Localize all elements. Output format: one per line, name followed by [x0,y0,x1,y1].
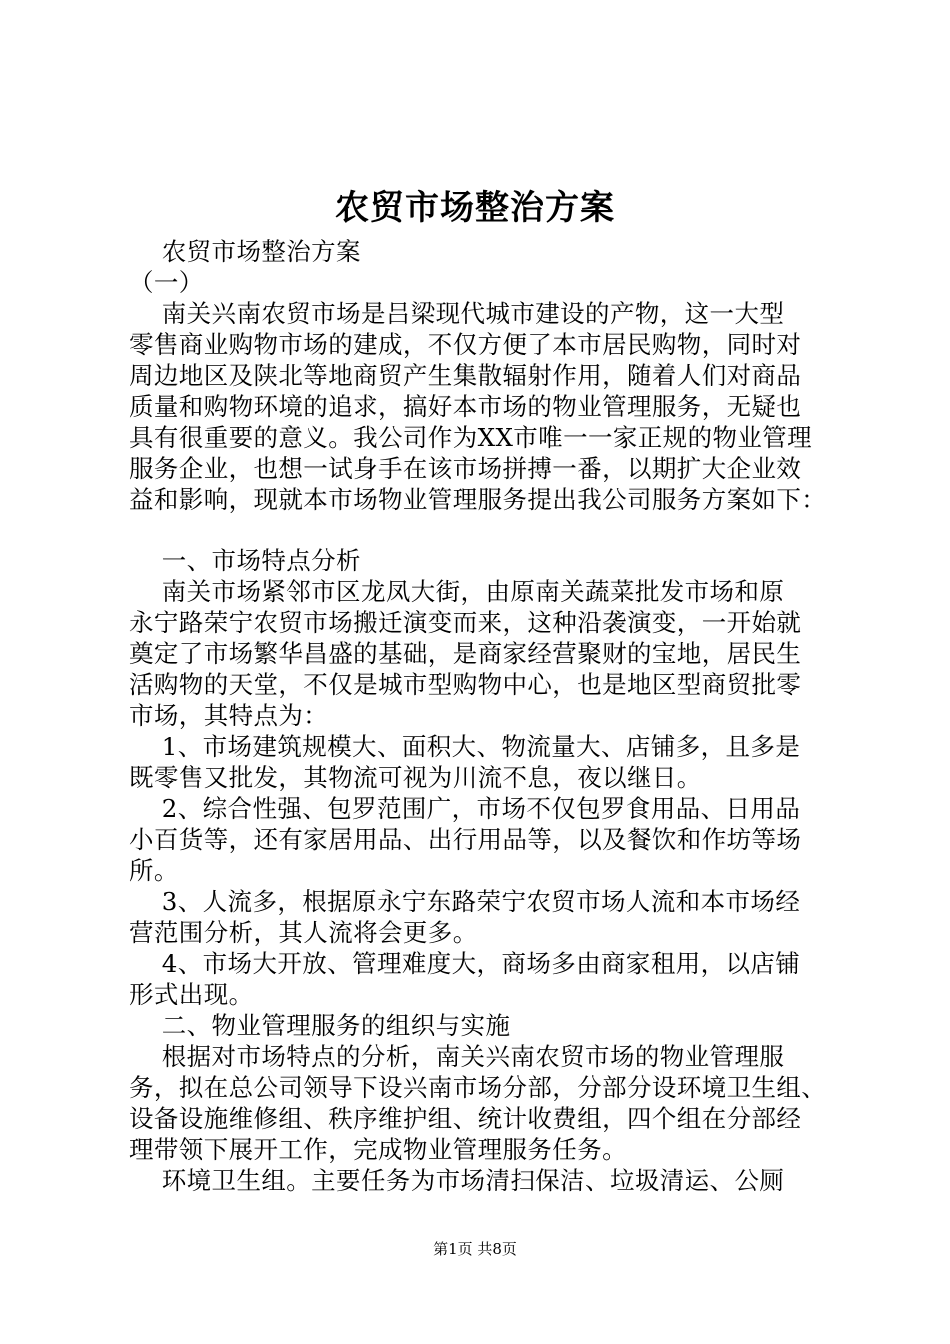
paragraph-gap [129,515,831,545]
text-line: 3、人流多，根据原永宁东路荣宁农贸市场人流和本市场经 [129,887,801,916]
text-line: 根据对市场特点的分析，南关兴南农贸市场的物业管理服 [129,1042,785,1071]
text-line: 既零售又批发，其物流可视为川流不息，夜以继日。 [129,763,702,792]
text-line: 永宁路荣宁农贸市场搬迁演变而来，这种沿袭演变，一开始就 [129,608,802,637]
text-line: 质量和购物环境的追求，搞好本市场的物业管理服务，无疑也 [129,392,802,421]
page-footer: 第1页 共8页 [433,1240,517,1258]
text-line: 农贸市场整治方案 [129,237,361,266]
text-line: 具有很重要的意义。我公司作为XX市唯一一家正规的物业管理 [129,423,813,452]
text-line: （一） [129,268,204,297]
text-line: 小百货等，还有家居用品、出行用品等，以及餐饮和作坊等场 [129,825,802,854]
text-line: 2、综合性强、包罗范围广，市场不仅包罗食用品、日用品 [129,794,801,823]
text-line: 营范围分析，其人流将会更多。 [129,918,478,947]
text-line: 环境卫生组。主要任务为市场清扫保洁、垃圾清运、公厕 [129,1166,785,1195]
text-line: 零售商业购物市场的建成，不仅方便了本市居民购物，同时对 [129,330,802,359]
text-line: 周边地区及陕北等地商贸产生集散辐射作用，随着人们对商品 [129,361,802,390]
text-line: 所。 [129,856,179,885]
text-line: 4、市场大开放、管理难度大，商场多由商家租用，以店铺 [129,949,801,978]
text-line: 益和影响，现就本市场物业管理服务提出我公司服务方案如下： [129,485,827,514]
text-line: 奠定了市场繁华昌盛的基础，是商家经营聚财的宝地，居民生 [129,639,802,668]
text-line: 南关市场紧邻市区龙凤大街，由原南关蔬菜批发市场和原 [129,577,785,606]
text-line: 理带领下展开工作，完成物业管理服务任务。 [129,1135,627,1164]
text-line: 服务企业，也想一试身手在该市场拼搏一番，以期扩大企业效 [129,454,802,483]
text-line: 市场，其特点为： [129,701,329,730]
document-body [129,236,831,1196]
text-line: 活购物的天堂，不仅是城市型购物中心，也是地区型商贸批零 [129,670,802,699]
text-line: 一、市场特点分析 [129,546,361,575]
document-title: 农贸市场整治方案 [335,188,615,228]
text-line: 务，拟在总公司领导下设兴南市场分部，分部分设环境卫生组、 [129,1073,827,1102]
text-line: 二、物业管理服务的组织与实施 [129,1011,511,1040]
text-line: 1、市场建筑规模大、面积大、物流量大、店铺多，且多是 [129,732,801,761]
text-line: 设备设施维修组、秩序维护组、统计收费组，四个组在分部经 [129,1104,802,1133]
text-line: 形式出现。 [129,980,254,1009]
text-line: 南关兴南农贸市场是吕梁现代城市建设的产物，这一大型 [129,299,785,328]
